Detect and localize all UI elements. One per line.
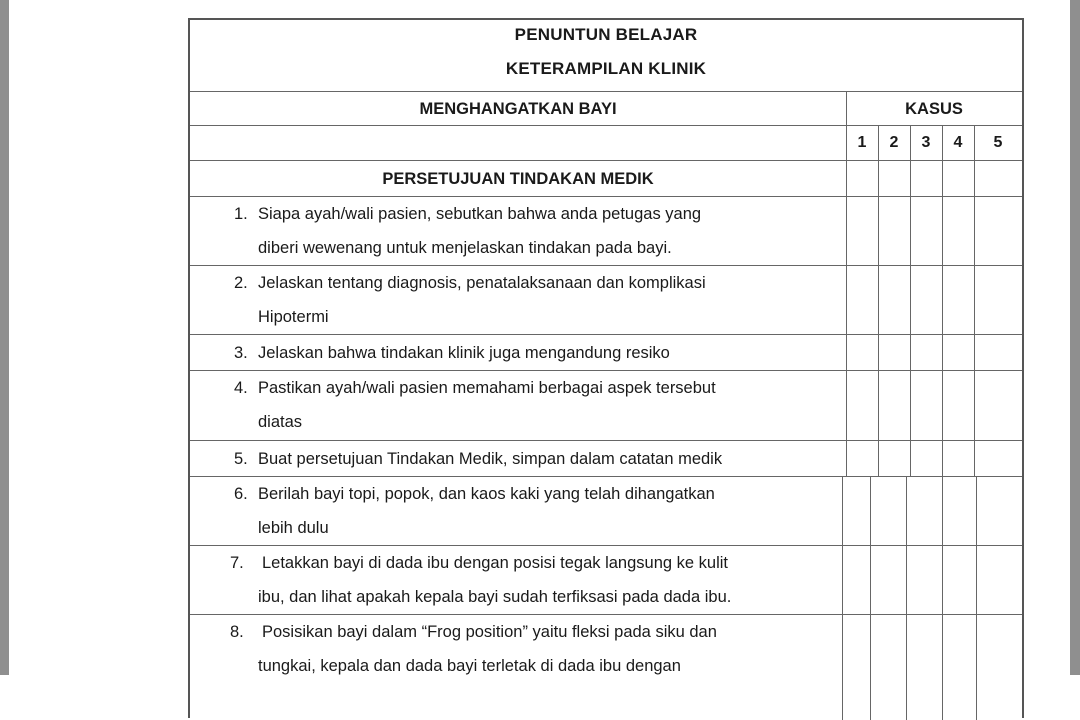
case-column-divider (942, 126, 943, 477)
item-text: Pastikan ayah/wali pasien memahami berbagai aspek tersebut (258, 379, 716, 397)
item-number: 5. (234, 450, 248, 468)
table-row (190, 546, 1022, 615)
procedure-title: MENGHANGATKAN BAYI (419, 100, 617, 118)
item-text: Siapa ayah/wali pasien, sebutkan bahwa anda petugas yang (258, 205, 702, 223)
item-text: tungkai, kepala dan dada bayi terletak di dada ibu dengan (258, 657, 681, 675)
item-number: 8. (230, 623, 244, 641)
item-text: diberi wewenang untuk menjelaskan tindakan pada bayi. (258, 239, 672, 257)
section-row (190, 161, 1022, 197)
viewer-right-border (1070, 0, 1080, 675)
item-text: Letakkan bayi di dada ibu dengan posisi tegak langsung ke kulit (262, 554, 728, 572)
item-text: ibu, dan lihat apakah kepala bayi sudah terfiksasi pada dada ibu. (258, 588, 732, 606)
column-divider (842, 477, 843, 720)
table-row (190, 335, 1022, 371)
item-number: 4. (234, 379, 248, 397)
item-number: 3. (234, 344, 248, 362)
item-text: Buat persetujuan Tindakan Medik, simpan dalam catatan medik (258, 450, 723, 468)
item-text: Jelaskan bahwa tindakan klinik juga mengandung resiko (258, 344, 670, 362)
table-row (190, 441, 1022, 477)
item-text: lebih dulu (258, 519, 329, 537)
case-number: 1 (857, 134, 867, 151)
table-row (190, 266, 1022, 335)
case-number: 4 (953, 134, 963, 151)
case-column-divider (910, 126, 911, 477)
title-line-1: PENUNTUN BELAJAR (514, 25, 698, 44)
checklist-table (188, 18, 1024, 718)
title-line-2: KETERAMPILAN KLINIK (505, 59, 707, 78)
title-block (190, 20, 1022, 92)
case-number: 3 (921, 134, 931, 151)
item-number: 6. (234, 485, 248, 503)
item-number: 2. (234, 274, 248, 292)
viewer-left-border (0, 0, 9, 675)
item-text: diatas (258, 413, 303, 431)
case-column-divider (906, 477, 907, 720)
item-text: Posisikan bayi dalam “Frog position” yaitu fleksi pada siku dan (262, 623, 717, 641)
case-number: 5 (993, 134, 1003, 151)
case-column-divider (976, 477, 977, 720)
case-number: 2 (889, 134, 899, 151)
case-column-divider (974, 126, 975, 477)
item-text: Jelaskan tentang diagnosis, penatalaksanaan dan komplikasi (258, 274, 706, 292)
table-row (190, 371, 1022, 441)
case-column-divider (870, 477, 871, 720)
item-number: 1. (234, 205, 248, 223)
case-column-divider (942, 477, 943, 720)
item-text: Hipotermi (258, 308, 329, 326)
table-row (190, 615, 1022, 720)
case-numbers-row (190, 126, 1022, 161)
item-text: Berilah bayi topi, popok, dan kaos kaki yang telah dihangatkan (258, 485, 715, 503)
table-row (190, 477, 1022, 546)
section-title: PERSETUJUAN TINDAKAN MEDIK (382, 170, 654, 188)
column-divider (846, 92, 847, 477)
table-row (190, 197, 1022, 266)
cases-label: KASUS (905, 100, 963, 118)
procedure-row (190, 92, 1022, 126)
item-number: 7. (230, 554, 244, 572)
case-column-divider (878, 126, 879, 477)
